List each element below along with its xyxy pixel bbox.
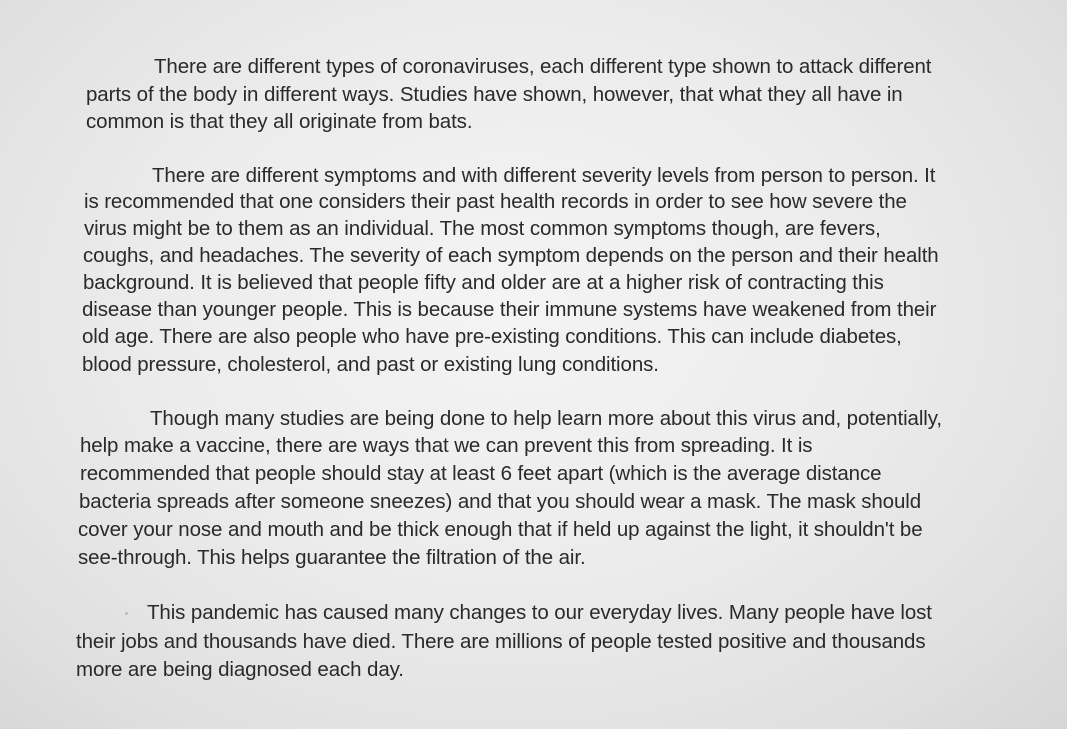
paragraph-3-line-2: help make a vaccine, there are ways that we can prevent this from spreading. It is (80, 434, 813, 457)
paragraph-1-line-2: parts of the body in different ways. Studies have shown, however, that what they all have in (86, 83, 903, 106)
paragraph-2-line-6: disease than younger people. This is because their immune systems have weakened from their (82, 298, 937, 321)
paragraph-4-line-1: This pandemic has caused many changes to our everyday lives. Many people have lost (147, 601, 932, 624)
paragraph-2-line-2: is recommended that one considers their past health records in order to see how severe the (84, 190, 907, 213)
paragraph-2-line-3: virus might be to them as an individual. The most common symptoms though, are fevers, (84, 217, 881, 240)
paragraph-4-line-2: their jobs and thousands have died. There are millions of people tested positive and thousands (76, 630, 926, 653)
paragraph-2-line-7: old age. There are also people who have pre-existing conditions. This can include diabetes, (82, 325, 902, 348)
paragraph-2-line-1: There are different symptoms and with different severity levels from person to person. It (152, 164, 936, 187)
paragraph-2-line-8: blood pressure, cholesterol, and past or existing lung conditions. (82, 353, 659, 376)
paragraph-2-line-5: background. It is believed that people fifty and older are at a higher risk of contracting this (83, 271, 884, 294)
paragraph-3-line-3: recommended that people should stay at least 6 feet apart (which is the average distance (80, 462, 882, 485)
paragraph-3-line-1: Though many studies are being done to help learn more about this virus and, potentially, (150, 407, 942, 430)
paragraph-1-line-1: There are different types of coronaviruses, each different type shown to attack different (154, 55, 932, 78)
paragraph-3-line-4: bacteria spreads after someone sneezes) and that you should wear a mask. The mask should (79, 490, 922, 513)
paragraph-3-line-6: see-through. This helps guarantee the filtration of the air. (78, 546, 586, 569)
paragraph-2-line-4: coughs, and headaches. The severity of each symptom depends on the person and their health (83, 244, 939, 267)
stray-mark (125, 612, 128, 615)
paragraph-3-line-5: cover your nose and mouth and be thick enough that if held up against the light, it shouldn't be (78, 518, 923, 541)
paragraph-1-line-3: common is that they all originate from bats. (86, 110, 473, 133)
paragraph-4-line-3: more are being diagnosed each day. (76, 658, 404, 681)
